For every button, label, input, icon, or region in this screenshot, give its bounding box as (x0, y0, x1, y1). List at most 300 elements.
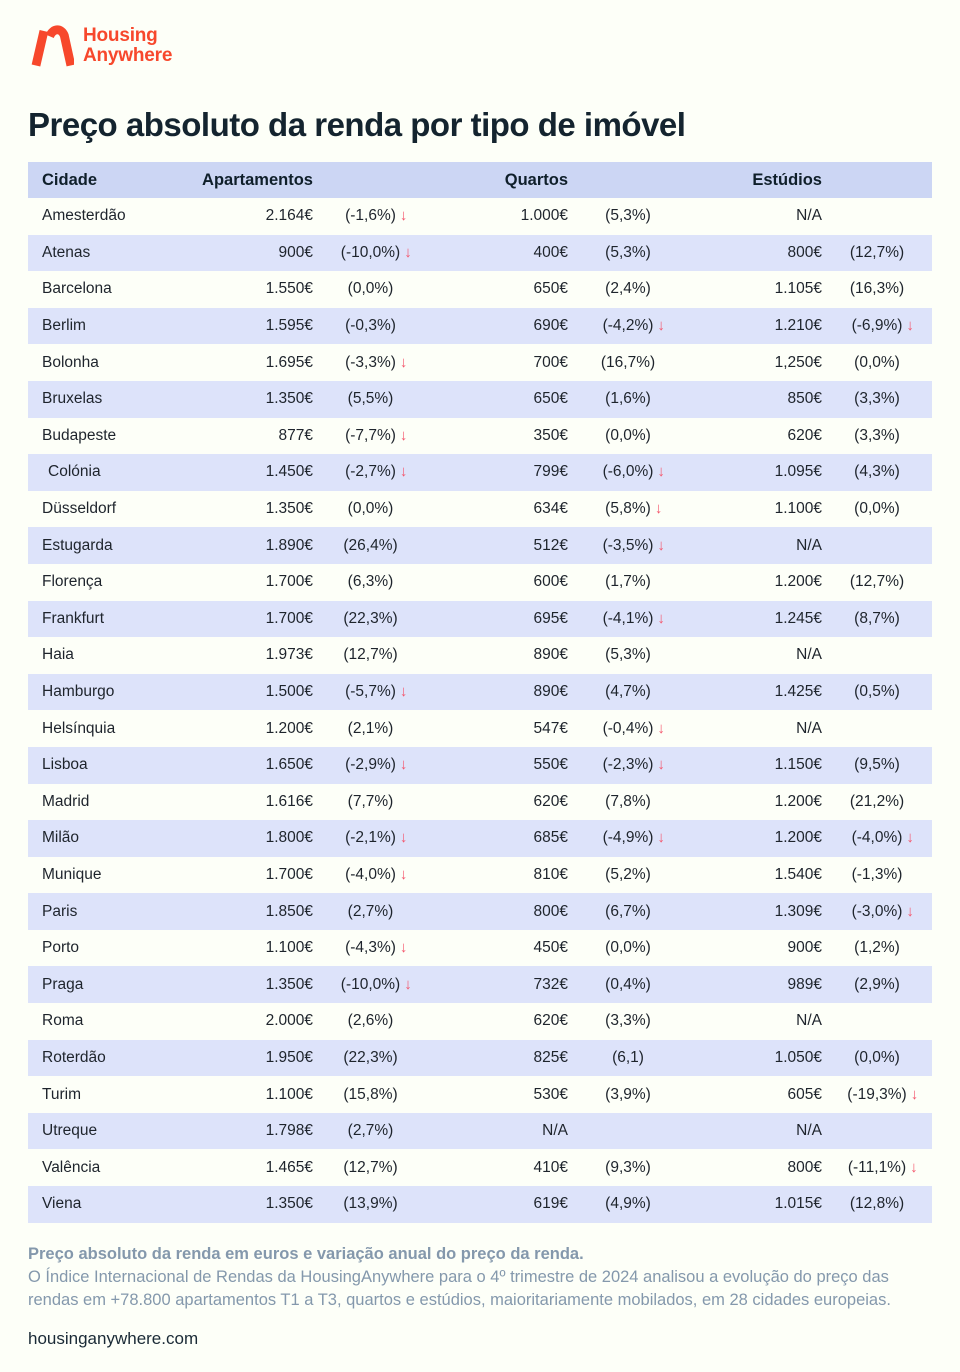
apartment-price: 1.890€ (265, 536, 313, 554)
apartment-change (313, 537, 428, 555)
studio-change-value: (-4,0%) ↓ (851, 829, 914, 847)
apartment-price: 1.350€ (265, 390, 313, 408)
room-change (568, 1195, 688, 1213)
down-arrow-icon: ↓ (910, 1158, 918, 1176)
apartment-change-value: (-2,7%) ↓ (345, 463, 408, 481)
studio-change-value: (2,9%) (854, 975, 900, 993)
room-change-value: (-4,9%) ↓ (602, 829, 665, 847)
studio-price: 989€ (787, 975, 822, 993)
city-name: Turim (42, 1085, 82, 1103)
city-name: Valência (42, 1158, 101, 1176)
city-name: Paris (42, 902, 78, 920)
room-change-value: (6,7%) (605, 902, 651, 920)
room-change (568, 207, 688, 225)
apartment-change (313, 976, 428, 994)
room-change (568, 756, 688, 774)
table-body (28, 198, 932, 1223)
room-price: 732€ (533, 975, 568, 993)
room-change-value: (-4,1%) ↓ (602, 609, 665, 627)
studio-price: 1.200€ (774, 792, 822, 810)
down-arrow-icon: ↓ (657, 719, 665, 737)
room-change-value: (0,4%) (605, 975, 651, 993)
apartment-change (313, 207, 428, 225)
apartment-price: 1.950€ (265, 1048, 313, 1066)
apartment-price: 1.650€ (265, 756, 313, 774)
studio-price: N/A (796, 1012, 822, 1030)
down-arrow-icon: ↓ (906, 829, 914, 847)
apartment-change-value: (22,3%) (343, 1048, 398, 1066)
studio-change (822, 976, 932, 994)
table-row (28, 857, 932, 894)
room-change (568, 463, 688, 481)
city-name: Amesterdão (42, 207, 126, 225)
apartment-change (313, 756, 428, 774)
room-price: 650€ (533, 280, 568, 298)
studio-change-value: (12,8%) (849, 1195, 905, 1213)
apartment-change (313, 280, 428, 298)
caption-bold-line: Preço absoluto da renda em euros e variação anual do preço da renda. (28, 1244, 584, 1263)
room-change-value: (5,3%) (605, 207, 651, 225)
studio-change (822, 939, 932, 957)
room-price: 547€ (533, 719, 568, 737)
studio-price: 1.100€ (774, 500, 822, 518)
apartment-change-value: (-5,7%) ↓ (345, 683, 408, 701)
room-price: 1.000€ (520, 207, 568, 225)
table-row (28, 674, 932, 711)
room-price: 650€ (533, 390, 568, 408)
city-name: Lisboa (42, 756, 88, 774)
room-price: 685€ (533, 829, 568, 847)
table-row (28, 1186, 932, 1223)
room-price: 825€ (533, 1048, 568, 1066)
down-arrow-icon: ↓ (657, 829, 665, 847)
housing-anywhere-logo-icon (28, 23, 74, 69)
down-arrow-icon: ↓ (906, 317, 914, 335)
room-price: 450€ (533, 939, 568, 957)
apartment-change (313, 1012, 428, 1030)
studio-change (822, 427, 932, 445)
room-price: 690€ (533, 317, 568, 335)
apartment-price: 1.465€ (265, 1158, 313, 1176)
city-name: Porto (42, 939, 80, 957)
room-change-value: (2,4%) (605, 280, 651, 298)
table-row (28, 235, 932, 272)
room-price: 695€ (533, 609, 568, 627)
studio-price: 1.105€ (774, 280, 822, 298)
studio-change (822, 610, 932, 628)
room-change (568, 976, 688, 994)
room-change (568, 939, 688, 957)
room-change (568, 683, 688, 701)
apartment-change (313, 646, 428, 664)
room-price: 530€ (533, 1085, 568, 1103)
room-change-value: (7,8%) (605, 792, 651, 810)
room-change-value: (0,0%) (605, 939, 651, 957)
room-change (568, 720, 688, 738)
studio-change-value: (12,7%) (849, 573, 905, 591)
room-change (568, 866, 688, 884)
studio-change-value: (0,5%) (854, 683, 900, 701)
studio-price: 1.245€ (774, 609, 822, 627)
studio-change (822, 1159, 932, 1177)
studio-change-value: (0,0%) (854, 500, 900, 518)
city-name: Düsseldorf (42, 500, 117, 518)
apartment-price: 1.550€ (265, 280, 313, 298)
apartment-price: 1.700€ (265, 865, 313, 883)
room-change-value: (16,7%) (600, 353, 656, 371)
header-studios: Estúdios (752, 170, 822, 189)
room-price: 890€ (533, 646, 568, 664)
studio-change (822, 244, 932, 262)
studio-change-value: (21,2%) (849, 792, 905, 810)
table-row (28, 710, 932, 747)
apartment-change-value: (2,1%) (347, 719, 394, 737)
table-header-row (28, 162, 932, 198)
studio-change (822, 280, 932, 298)
room-change-value: (4,7%) (605, 683, 651, 701)
apartment-change-value: (12,7%) (343, 1158, 398, 1176)
studio-price: 1.540€ (774, 865, 822, 883)
room-change (568, 390, 688, 408)
studio-change (822, 463, 932, 481)
apartment-price: 1.800€ (265, 829, 313, 847)
apartment-price: 2.000€ (265, 1012, 313, 1030)
studio-change-value: (1,2%) (854, 939, 900, 957)
table-row (28, 308, 932, 345)
table-row (28, 820, 932, 857)
city-name: Praga (42, 975, 84, 993)
room-change (568, 903, 688, 921)
room-price: 550€ (533, 756, 568, 774)
room-price: 810€ (533, 865, 568, 883)
apartment-change (313, 683, 428, 701)
room-price: 799€ (533, 463, 568, 481)
apartment-change (313, 1122, 428, 1140)
room-change (568, 537, 688, 555)
apartment-change (313, 244, 428, 262)
down-arrow-icon: ↓ (399, 683, 408, 701)
apartment-change (313, 903, 428, 921)
studio-change-value: (0,0%) (854, 1048, 900, 1066)
city-name: Frankfurt (42, 609, 105, 627)
table-row (28, 1076, 932, 1113)
studio-change-value: (8,7%) (854, 609, 900, 627)
room-change (568, 280, 688, 298)
room-change-value: (3,9%) (605, 1085, 651, 1103)
down-arrow-icon: ↓ (399, 353, 408, 371)
down-arrow-icon: ↓ (910, 1085, 919, 1103)
studio-price: 605€ (787, 1085, 822, 1103)
footer-caption (28, 1243, 932, 1350)
studio-change-value: (3,3%) (854, 390, 900, 408)
apartment-change (313, 720, 428, 738)
apartment-change (313, 500, 428, 518)
room-price: 600€ (533, 573, 568, 591)
room-price: 890€ (533, 683, 568, 701)
apartment-change-value: (-4,3%) ↓ (345, 939, 408, 957)
room-change (568, 244, 688, 262)
apartment-price: 1.100€ (265, 1085, 313, 1103)
apartment-change (313, 1159, 428, 1177)
logo-line2: Anywhere (83, 45, 173, 66)
studio-change-value: (4,3%) (854, 463, 900, 481)
room-change-value: (-6,0%) ↓ (602, 463, 665, 481)
apartment-price: 1.350€ (265, 975, 313, 993)
studio-price: N/A (796, 1122, 822, 1140)
table-row (28, 893, 932, 930)
studio-change (822, 793, 932, 811)
room-change (568, 317, 688, 335)
room-change-value: (6,1) (612, 1048, 644, 1066)
city-name: Colónia (48, 463, 101, 481)
studio-change-value: (9,5%) (854, 756, 900, 774)
apartment-price: 1.450€ (265, 463, 313, 481)
room-change (568, 829, 688, 847)
table-row (28, 1149, 932, 1186)
room-change-value: (5,3%) (605, 243, 651, 261)
apartment-change-value: (22,3%) (343, 609, 398, 627)
room-price: 619€ (533, 1195, 568, 1213)
down-arrow-icon: ↓ (657, 463, 665, 481)
apartment-change (313, 1195, 428, 1213)
studio-change (822, 1049, 932, 1067)
city-name: Florença (42, 573, 103, 591)
studio-change (822, 500, 932, 518)
studio-change-value: (12,7%) (849, 243, 905, 261)
apartment-change-value: (-7,7%) ↓ (345, 426, 408, 444)
apartment-change (313, 463, 428, 481)
header-apartments: Apartamentos (202, 170, 313, 189)
studio-price: 1.309€ (774, 902, 822, 920)
studio-price: 1.200€ (774, 829, 822, 847)
apartment-change-value: (-3,3%) ↓ (345, 353, 408, 371)
apartment-price: 1.500€ (265, 683, 313, 701)
studio-price: N/A (796, 207, 822, 225)
studio-price: 1.095€ (774, 463, 822, 481)
studio-change-value: (0,0%) (854, 353, 900, 371)
table-row (28, 344, 932, 381)
down-arrow-icon: ↓ (404, 975, 412, 993)
city-name: Haia (42, 646, 74, 664)
apartment-change-value: (2,7%) (347, 902, 394, 920)
apartment-change-value: (0,0%) (347, 280, 394, 298)
header-city: Cidade (42, 170, 98, 189)
studio-change (822, 903, 932, 921)
caption-description: O Índice Internacional de Rendas da HousingAnywhere para o 4º trimestre de 2024 analisou a evolução do preço das rendas em +78.800 apartamentos T1 a T3, quartos e estúdios, maioritariamente mobilados, em 28 cidades europeias. (28, 1267, 891, 1309)
room-change-value: (4,9%) (605, 1195, 651, 1213)
studio-change (822, 866, 932, 884)
website-text: housinganywhere.com (28, 1328, 199, 1348)
apartment-price: 1.973€ (265, 646, 313, 664)
studio-change (822, 317, 932, 335)
room-change (568, 793, 688, 811)
studio-price: 620€ (787, 426, 822, 444)
table-row (28, 418, 932, 455)
studio-price: 850€ (787, 390, 822, 408)
down-arrow-icon: ↓ (399, 829, 408, 847)
city-name: Barcelona (42, 280, 112, 298)
apartment-price: 1.100€ (265, 939, 313, 957)
city-name: Madrid (42, 792, 90, 810)
apartment-price: 877€ (278, 426, 313, 444)
city-name: Budapeste (42, 426, 117, 444)
room-change-value: (1,6%) (605, 390, 651, 408)
studio-change (822, 756, 932, 774)
room-price: 400€ (533, 243, 568, 261)
apartment-change (313, 610, 428, 628)
apartment-change-value: (26,4%) (343, 536, 398, 554)
apartment-change-value: (-10,0%) ↓ (340, 975, 412, 993)
down-arrow-icon: ↓ (657, 536, 665, 554)
room-price: 634€ (533, 500, 568, 518)
apartment-change (313, 939, 428, 957)
city-name: Munique (42, 865, 102, 883)
apartment-change-value: (-2,9%) ↓ (345, 756, 408, 774)
studio-price: N/A (796, 536, 822, 554)
apartment-change (313, 427, 428, 445)
city-name: Hamburgo (42, 683, 115, 701)
apartment-change (313, 317, 428, 335)
city-name: Berlim (42, 317, 86, 335)
down-arrow-icon: ↓ (399, 756, 408, 774)
room-price: 620€ (533, 1012, 568, 1030)
studio-change (822, 1195, 932, 1213)
room-price: 700€ (533, 353, 568, 371)
apartment-change-value: (5,5%) (347, 390, 394, 408)
room-change (568, 1159, 688, 1177)
logo-line1: Housing (83, 25, 158, 46)
table-row (28, 1003, 932, 1040)
room-change-value: (3,3%) (605, 1012, 651, 1030)
studio-change (822, 829, 932, 847)
city-name: Roterdão (42, 1048, 106, 1066)
city-name: Estugarda (42, 536, 113, 554)
room-price: 512€ (533, 536, 568, 554)
studio-price: 1.210€ (774, 317, 822, 335)
down-arrow-icon: ↓ (657, 317, 665, 335)
down-arrow-icon: ↓ (399, 463, 408, 481)
apartment-change-value: (13,9%) (343, 1195, 398, 1213)
studio-price: 1.425€ (774, 683, 822, 701)
room-price: 350€ (533, 426, 568, 444)
room-change-value: (5,2%) (605, 865, 651, 883)
table-row (28, 747, 932, 784)
studio-price: 1.050€ (774, 1048, 822, 1066)
studio-price: 900€ (787, 939, 822, 957)
apartment-change (313, 1049, 428, 1067)
studio-change-value: (-19,3%) ↓ (847, 1085, 919, 1103)
down-arrow-icon: ↓ (399, 939, 408, 957)
city-name: Atenas (42, 243, 91, 261)
down-arrow-icon: ↓ (654, 500, 663, 518)
apartment-change-value: (-10,0%) ↓ (340, 243, 412, 261)
housing-anywhere-logo (28, 22, 932, 70)
logo-wordmark (83, 26, 172, 66)
room-change (568, 646, 688, 664)
table-row (28, 564, 932, 601)
apartment-price: 1.700€ (265, 609, 313, 627)
studio-price: N/A (796, 719, 822, 737)
down-arrow-icon: ↓ (399, 426, 408, 444)
table-row (28, 381, 932, 418)
apartment-change-value: (2,7%) (347, 1122, 394, 1140)
apartment-change-value: (6,3%) (347, 573, 394, 591)
down-arrow-icon: ↓ (399, 207, 408, 225)
table-row (28, 966, 932, 1003)
city-name: Utreque (42, 1122, 98, 1140)
room-change (568, 500, 688, 518)
room-price: 410€ (533, 1158, 568, 1176)
header-rooms: Quartos (504, 170, 568, 189)
rent-price-infographic (28, 0, 932, 1350)
city-name: Viena (42, 1195, 82, 1213)
down-arrow-icon: ↓ (399, 865, 408, 883)
apartment-change-value: (-4,0%) ↓ (345, 865, 408, 883)
studio-change (822, 683, 932, 701)
page-title: Preço absoluto da renda por tipo de imóvel (28, 106, 686, 143)
room-change-value: (0,0%) (605, 426, 651, 444)
studio-change (822, 1086, 932, 1104)
city-name: Helsínquia (42, 719, 116, 737)
room-change (568, 427, 688, 445)
table-row (28, 601, 932, 638)
apartment-change (313, 866, 428, 884)
apartment-change-value: (-0,3%) (345, 317, 396, 335)
apartment-price: 1.616€ (265, 792, 313, 810)
room-price: 800€ (533, 902, 568, 920)
studio-change-value: (16,3%) (849, 280, 905, 298)
table-row (28, 454, 932, 491)
table-row (28, 1040, 932, 1077)
apartment-change-value: (0,0%) (347, 500, 394, 518)
apartment-change (313, 573, 428, 591)
apartment-change-value: (15,8%) (343, 1085, 398, 1103)
table-row (28, 930, 932, 967)
studio-change (822, 354, 932, 372)
room-price: N/A (542, 1122, 568, 1140)
apartment-price: 1.350€ (265, 1195, 313, 1213)
apartment-change (313, 390, 428, 408)
table-row (28, 271, 932, 308)
table-row (28, 491, 932, 528)
down-arrow-icon: ↓ (906, 902, 914, 920)
table-row (28, 527, 932, 564)
apartment-change (313, 354, 428, 372)
studio-change (822, 390, 932, 408)
room-change-value: (-4,2%) ↓ (602, 317, 665, 335)
table-row (28, 1113, 932, 1150)
room-change-value: (5,3%) (605, 646, 651, 664)
studio-price: 1.015€ (774, 1195, 822, 1213)
apartment-change-value: (12,7%) (343, 646, 398, 664)
studio-price: 1.150€ (774, 756, 822, 774)
down-arrow-icon: ↓ (404, 243, 412, 261)
room-change-value: (1,7%) (605, 573, 651, 591)
apartment-price: 1.695€ (265, 353, 313, 371)
apartment-change (313, 829, 428, 847)
apartment-change-value: (7,7%) (347, 792, 394, 810)
apartment-price: 1.350€ (265, 500, 313, 518)
room-change (568, 1086, 688, 1104)
city-name: Bolonha (42, 353, 99, 371)
table-row (28, 784, 932, 821)
studio-price: 1.200€ (774, 573, 822, 591)
studio-change-value: (-11,1%) ↓ (847, 1158, 918, 1176)
rent-price-table (28, 162, 932, 1223)
studio-change-value: (-1,3%) (851, 865, 903, 883)
room-change (568, 610, 688, 628)
apartment-price: 1.700€ (265, 573, 313, 591)
